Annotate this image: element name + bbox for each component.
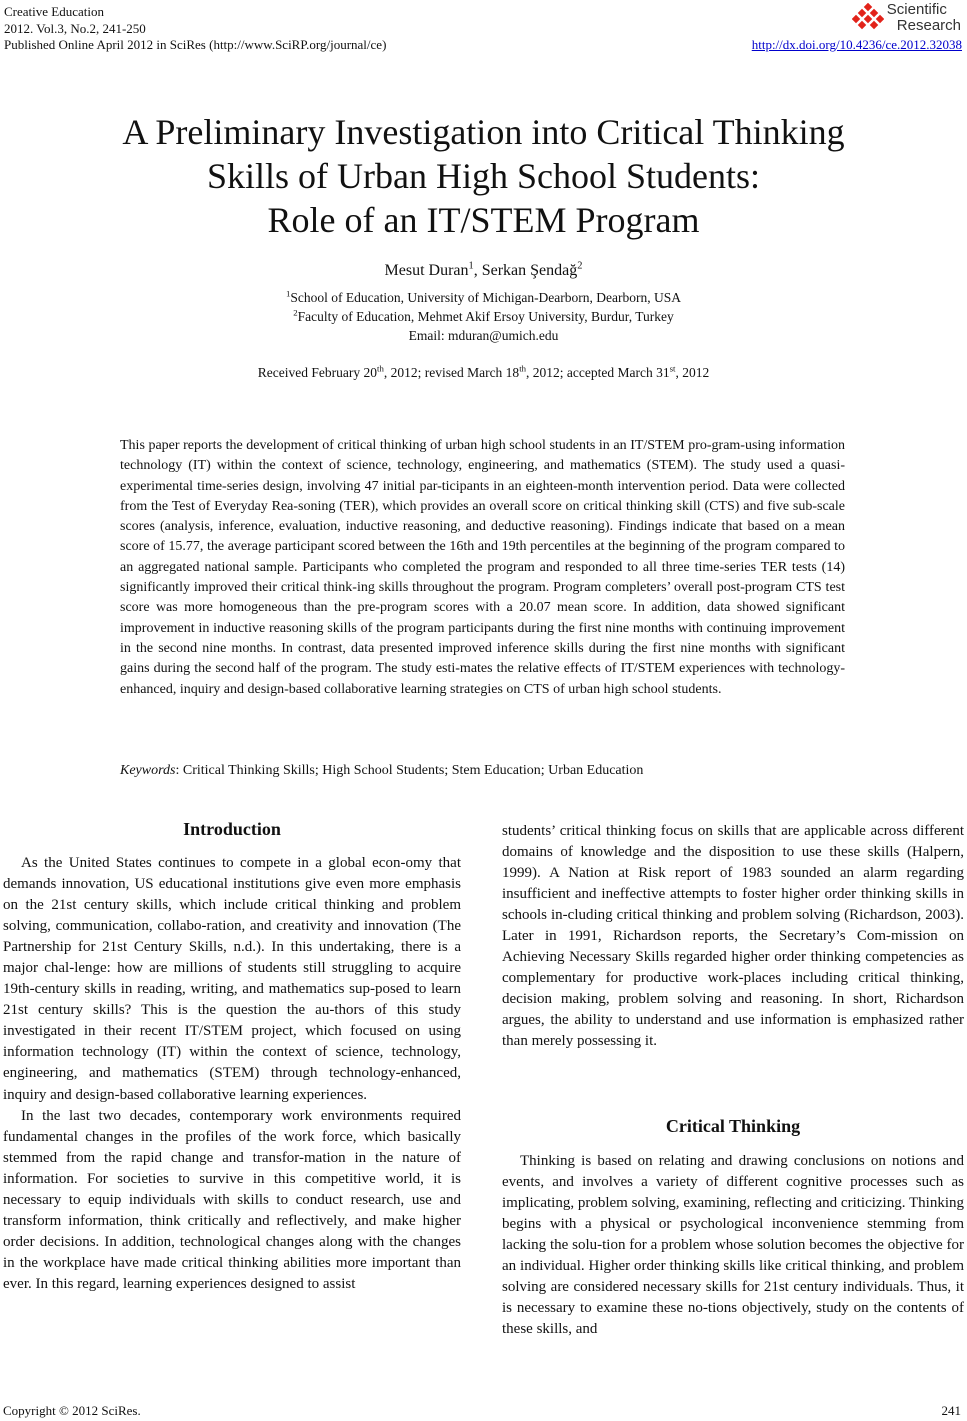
affiliation-2-mark: 2 (293, 307, 298, 318)
revised-date: , 2012; revised March 18 (383, 365, 520, 380)
journal-header (4, 4, 386, 54)
author-separator: , (473, 262, 482, 279)
intro-paragraph-1: As the United States continues to compete in a global econ-omy that demands innovation, US educational institutions give even more emphasis on the 21st century skills, which include critical thinking and problem solving, communication, collabo-ration, and creativity and innovation (The Partnership for 21st Century Skills, n.d.). In this undertaking, there is a major chal-lenge: how are millions of students still struggling to acquire 19th-century skills in reading, writing, and mathematics sup-posed to learn 21st century skills? This is the question the au-thors of this study investigated in their recent IT/STEM project, which focused on using information technology (IT) within the context of science, technology, engineering, and mathematics (STEM) through technology-enhanced, inquiry and design-based collaborative learning experiences. (3, 855, 461, 1103)
critical-thinking-paragraph-1: Thinking is based on relating and drawing conclusions on notions and events, and involves a variety of different cognitive processes such as implicating, problem solving, examining, reflecting and criticizing. Thinking begins with a physical or psychological inconvenience stemming from lacking the solu-tion for a problem whose solution becomes the objective for an individual. Higher order thinking skills like critical thinking, and problem solving are considered necessary skills for 21st century individuals. Thus, it is necessary to examine these no-tions objectively, study on the contents of these skills, and (502, 1153, 964, 1338)
journal-published: Published Online April 2012 in SciRes (http://www.SciRP.org/journal/ce) (4, 37, 387, 52)
right-paragraph-1: students’ critical thinking focus on skills that are applicable across different domains of knowledge and the disposition to use these skills (Halpern, 1999). A Nation at Risk report of 1983 sounded an alarm regarding insufficient and ineffective attempts to foster higher order thinking skills in schools in-cluding critical thinking and problem solving (Richardson, 2003). Later in 1991, Richardson reports, the Secretary’s Com-mission on Achieving Necessary Skills regarded higher order thinking competencies as complementary for productive work-places including critical thinking, decision making, problem solving and reasoning. In short, Richardson argues, the ability to understand and use information is emphasized rather than merely possessing it. (502, 823, 964, 1050)
affiliation-2 (0, 309, 967, 325)
title-line-1: A Preliminary Investigation into Critical Thinking (122, 112, 845, 152)
keywords (120, 763, 845, 779)
right-column (502, 821, 964, 1053)
affiliation-1-text: School of Education, University of Michigan-Dearborn, Dearborn, USA (290, 290, 682, 305)
title-line-3: Role of an IT/STEM Program (267, 200, 700, 240)
abstract: This paper reports the development of critical thinking of urban high school students in an IT/STEM pro-gram-using information technology (IT) within the context of science, technology, engineering, and mathematics (STEM). The study used a quasi-experimental time-series design, involving 47 initial par-ticipants in an eighteen-month intervention period. Data were collected from the Test of Everyday Rea-soning (TER), which provides an overall score on critical thinking skill (CTS) and five sub-scale scores (analysis, inference, evaluation, inductive reasoning, and deductive reasoning). Findings indicate that based on a mean score of 15.77, the average participant scored between the 16th and 19th percentiles at the beginning of the program compared to an aggregated national sample. Participants who completed the program and responded to all three time-series TER tests (14) significantly improved their critical think-ing skills throughout the program. Program completers’ overall post-program CTS test score was more homogeneous than the pre-program scores with a 20.07 mean score. In addition, data showed significant improvement in inductive reasoning skills of the program participants during the first nine months with continuing improvement in the second nine months. In contrast, data presented improved inference skills during the first nine months with significant gains during the second half of the program. The study esti-mates the relative effects of IT/STEM experiences with technology-enhanced, inquiry and design-based collaborative learning strategies on CTS of urban high school students. (120, 438, 845, 697)
critical-thinking-heading: Critical Thinking (665, 1116, 801, 1136)
received-dates (0, 365, 967, 381)
author-email: Email: mduran@umich.edu (408, 328, 559, 343)
critical-thinking-column (502, 1151, 964, 1340)
doi-link[interactable]: http://dx.doi.org/10.4236/ce.2012.32038 (751, 37, 962, 52)
accepted-date: , 2012; accepted March 31 (526, 365, 670, 380)
journal-volume: 2012. Vol.3, No.2, 241-250 (4, 20, 146, 36)
paper-title (0, 110, 967, 242)
author-2-affiliation-mark: 2 (577, 260, 583, 272)
logo-line-1: Scientific (886, 1, 947, 18)
accepted-date-suffix: st (669, 363, 676, 374)
author-1: Mesut Duran (384, 262, 469, 279)
journal-name: Creative Education (4, 4, 104, 19)
title-line-2: Skills of Urban High School Students: (206, 156, 760, 196)
affiliation-1 (0, 290, 967, 306)
affiliation-2-text: Faculty of Education, Mehmet Akif Ersoy University, Burdur, Turkey (297, 309, 674, 324)
keywords-label: Keywords (120, 763, 176, 778)
affiliation-1-mark: 1 (285, 288, 291, 299)
author-1-affiliation-mark: 1 (468, 260, 474, 272)
logo-line-2: Research (896, 17, 961, 34)
scientific-research-logo-icon (852, 3, 884, 33)
received-date: Received February 20 (257, 365, 378, 380)
left-column (3, 853, 461, 1295)
accepted-year: , 2012 (675, 365, 710, 380)
intro-paragraph-2: In the last two decades, contemporary work environments required fundamental changes in the profiles of the work force, which basically stemmed from the rapid change and transfor-mation in the nature of information. For societies to survive in this competitive world, it is necessary to equip individuals with skills to conduct research, use and transform information, think critically and reflectively, and make higher order decisions. In addition, technological changes along with the changes in the workplace have made critical thinking abilities more important than ever. In this regard, learning experiences designed to assist (3, 1107, 461, 1292)
page-number: 241 (941, 1403, 961, 1418)
publisher-logo (852, 2, 961, 34)
logo-wordmark (887, 2, 961, 34)
introduction-heading: Introduction (183, 819, 281, 839)
author-2: Serkan Şendağ (481, 262, 578, 279)
copyright-notice: Copyright © 2012 SciRes. (3, 1403, 141, 1418)
keywords-text: : Critical Thinking Skills; High School Students; Stem Education; Urban Education (175, 763, 644, 778)
received-date-suffix: th (377, 363, 384, 374)
author-list (0, 262, 967, 280)
revised-date-suffix: th (519, 363, 527, 374)
